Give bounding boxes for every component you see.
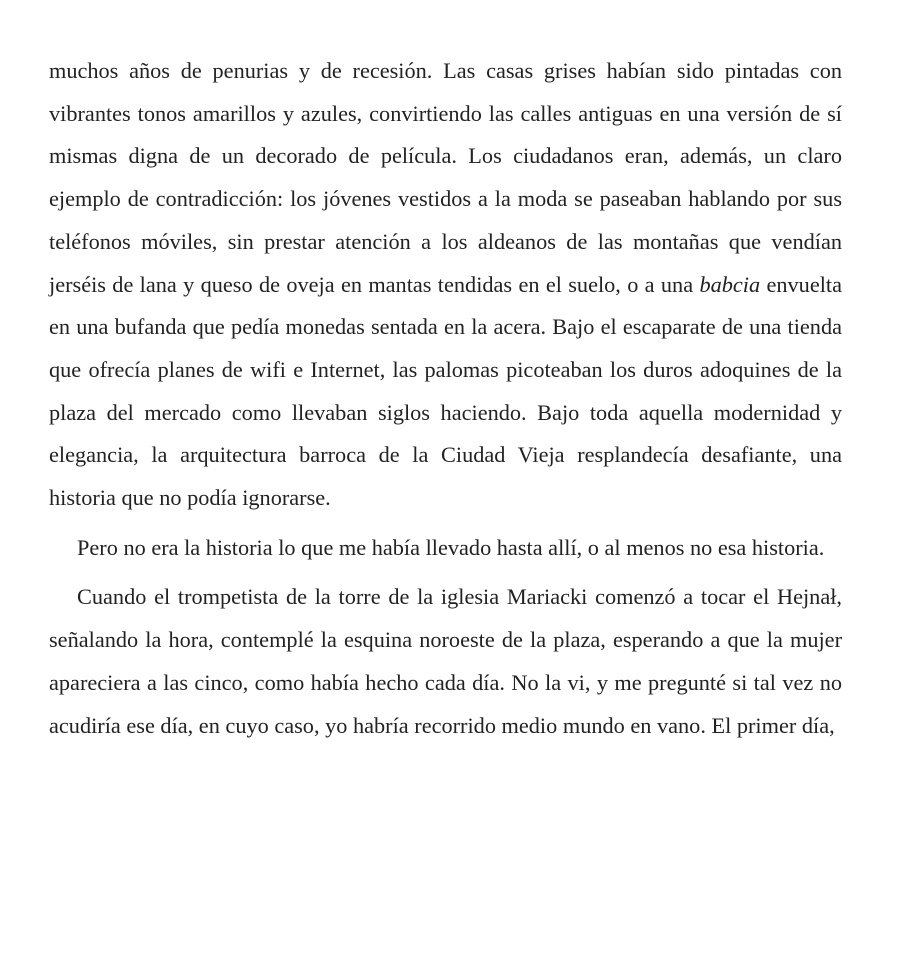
paragraph-1	[49, 50, 842, 520]
paragraph-3: Cuando el trompetista de la torre de la iglesia Mariacki comenzó a tocar el Hejnał, señalando la hora, contemplé la esquina noroeste de la plaza, esperando a que la mujer apareciera a las cinco, como había hecho cada día. No la vi, y me pregunté si tal vez no acudiría ese día, en cuyo caso, yo habría recorrido medio mundo en vano. El primer día,	[49, 584, 842, 738]
italic-word-babcia: babcia	[699, 271, 761, 297]
document-page	[49, 50, 842, 747]
paragraph-2: Pero no era la historia lo que me había llevado hasta allí, o al menos no esa historia.	[77, 534, 825, 560]
paragraph-1-text-a: muchos años de penurias y de recesión. Las casas grises habían sido pintadas con vibrantes tonos amarillos y azules, convirtiendo las calles antiguas en una versión de sí mismas digna de un decorado de película. Los ciudadanos eran, además, un claro ejemplo de contradicción: los jóvenes vestidos a la moda se paseaban hablando por sus teléfonos móviles, sin prestar atención a los aldeanos de las montañas que vendían jerséis de lana y queso de oveja en mantas tendidas en el suelo, o a una	[49, 58, 842, 297]
paragraph-1-text-b: envuelta en una bufanda que pedía monedas sentada en la acera. Bajo el escaparate de una tienda que ofrecía planes de wifi e Internet, las palomas picoteaban los duros adoquines de la plaza del mercado como llevaban siglos haciendo. Bajo toda aquella modernidad y elegancia, la arquitectura barroca de la Ciudad Vieja resplandecía desafiante, una historia que no podía ignorarse.	[49, 271, 843, 511]
